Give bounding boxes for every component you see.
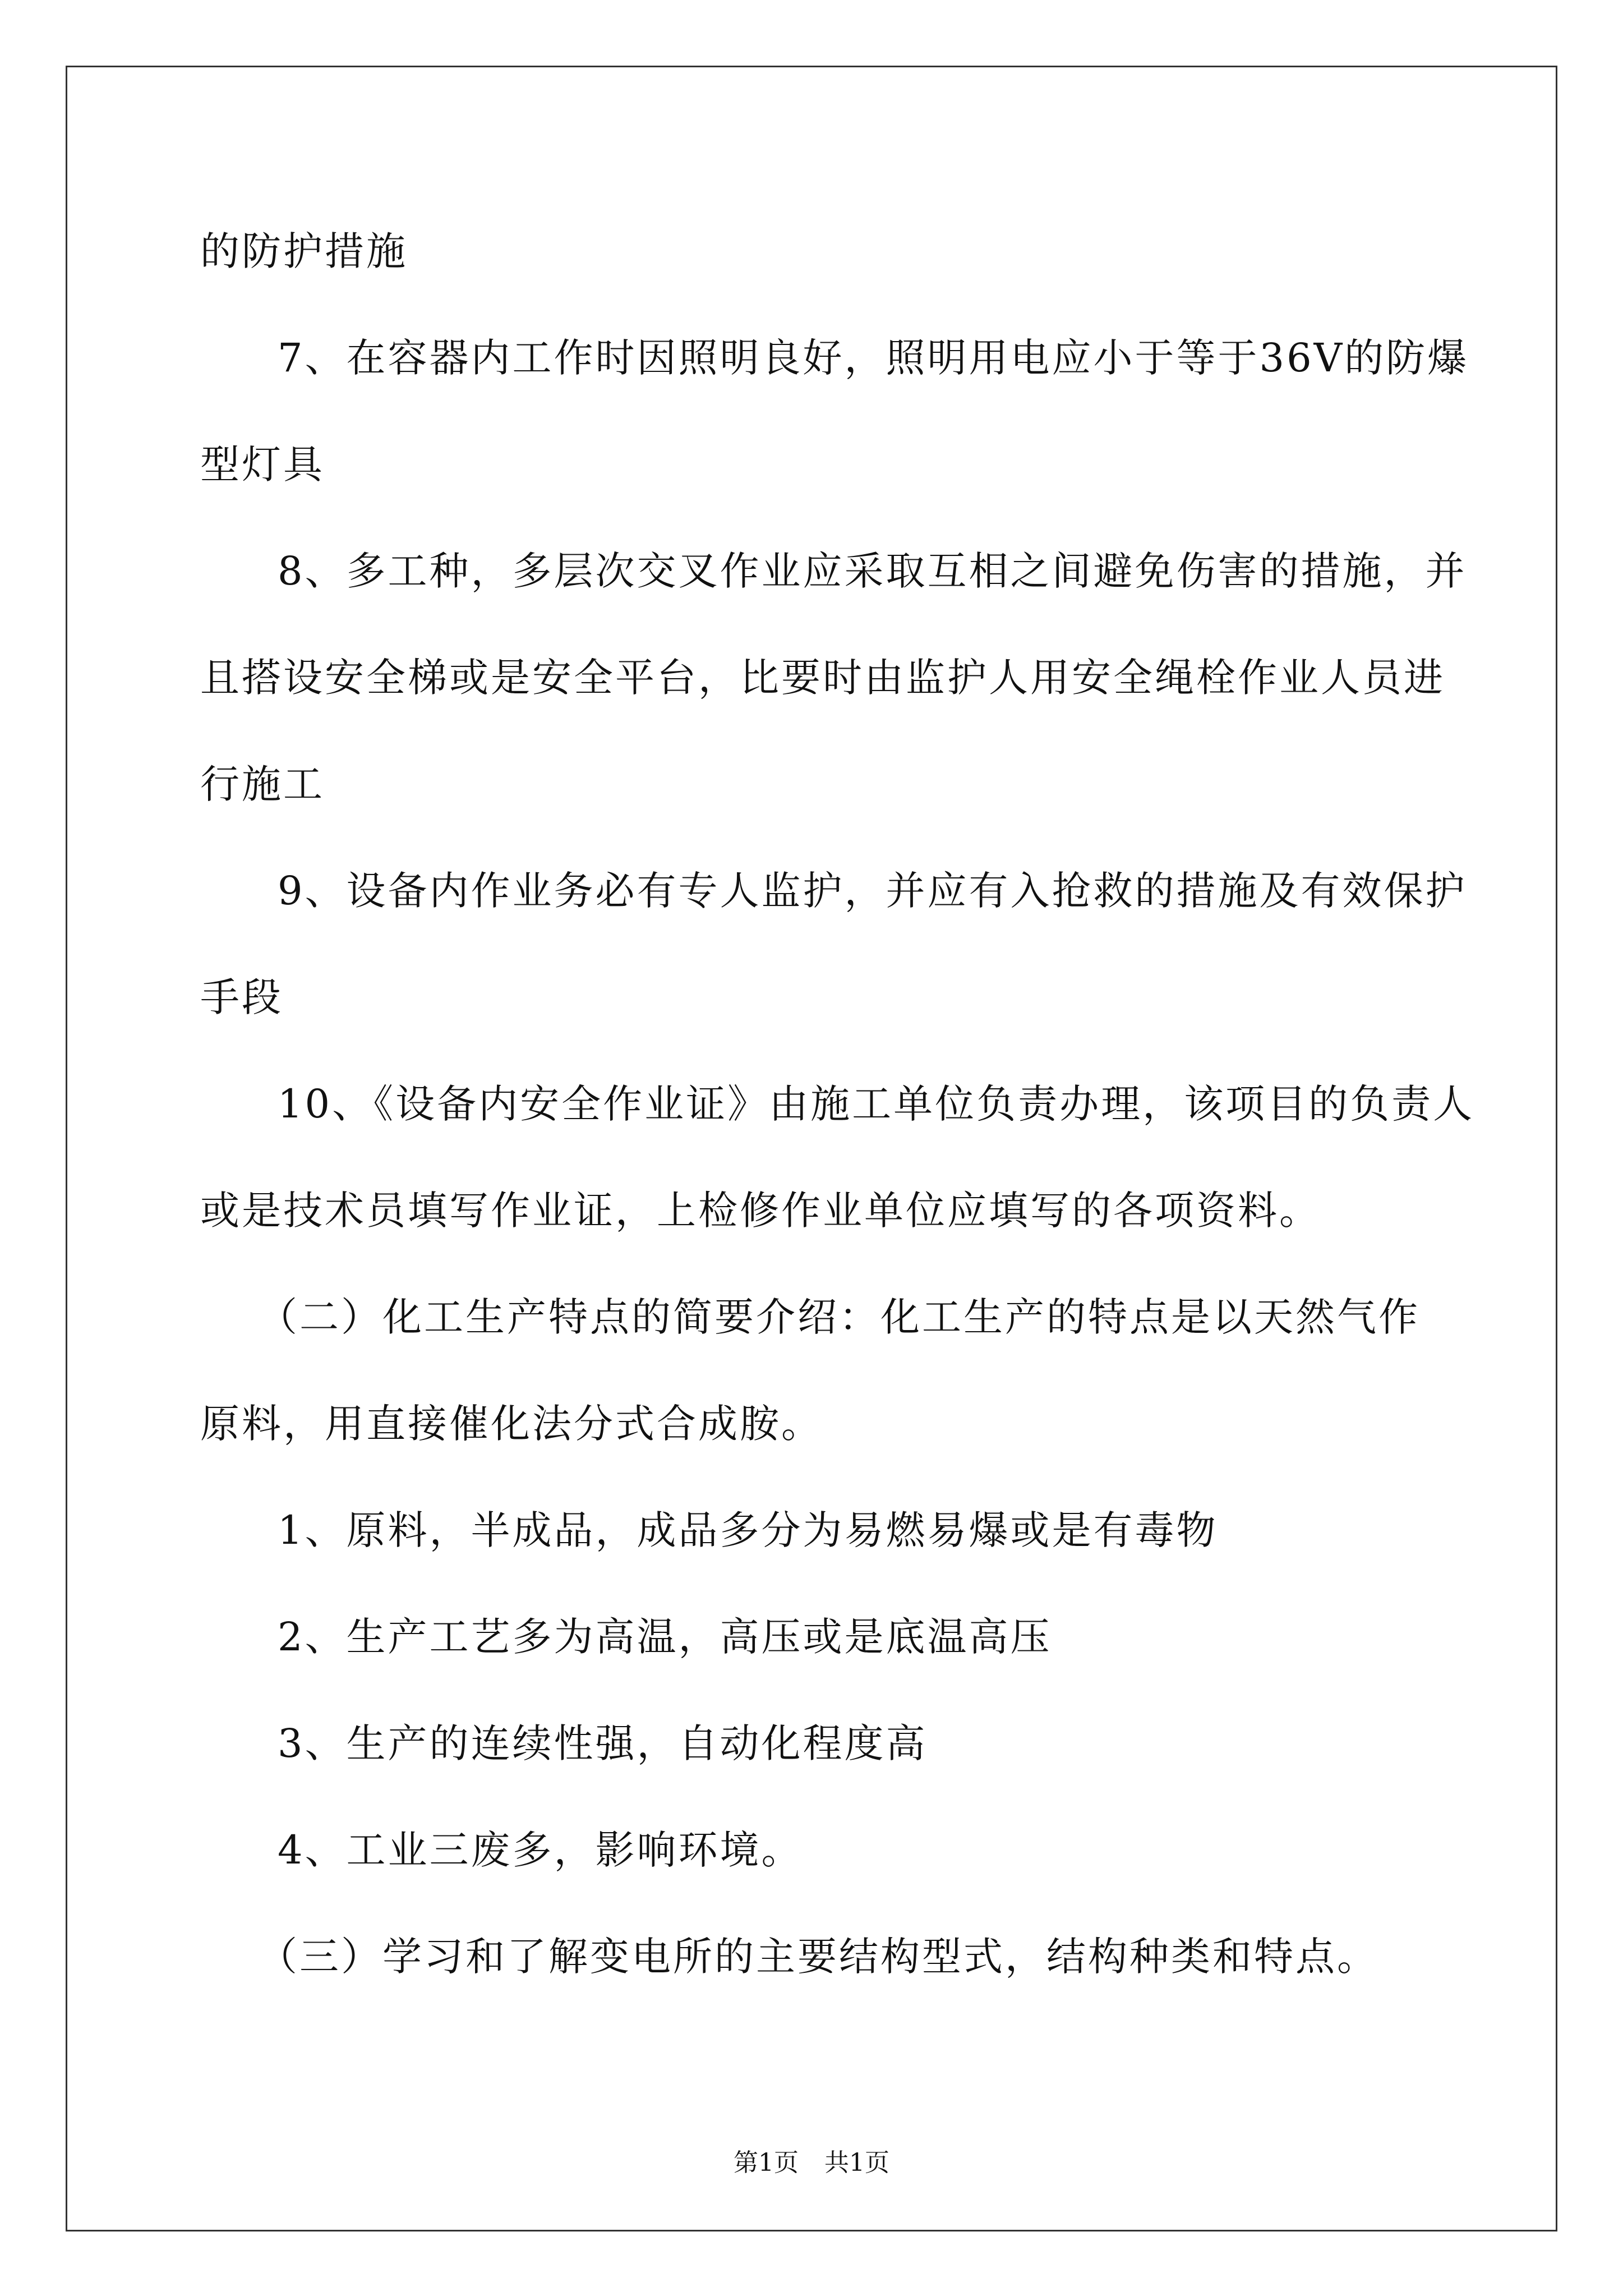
page-footer — [0, 2146, 1623, 2180]
text-line-5: 且搭设安全梯或是安全平台，比要时由监护人用安全绳栓作业人员进 — [200, 655, 1445, 701]
text-line-9: 10、《设备内安全作业证》由施工单位负责办理，该项目的负责人 — [278, 1081, 1475, 1127]
page-border — [66, 66, 1557, 2231]
text-line-16: 4、工业三废多，影响环境。 — [278, 1827, 803, 1873]
text-line-2: 7、在容器内工作时因照明良好，照明用电应小于等于36V的防爆 — [278, 335, 1469, 381]
text-line-14: 2、生产工艺多为高温，高压或是底温高压 — [278, 1614, 1052, 1660]
text-line-17: （三）学习和了解变电所的主要结构型式，结构种类和特点。 — [258, 1934, 1378, 1980]
text-line-4: 8、多工种，多层次交叉作业应采取互相之间避免伤害的措施，并 — [278, 548, 1467, 594]
text-line-13: 1、原料，半成品，成品多分为易燃易爆或是有毒物 — [278, 1507, 1218, 1553]
text-line-1: 的防护措施 — [200, 228, 408, 274]
text-line-8: 手段 — [200, 974, 283, 1020]
text-line-11: （二）化工生产特点的简要介绍：化工生产的特点是以天然气作 — [258, 1294, 1420, 1340]
page-number-total: 共1页 — [824, 2148, 889, 2177]
text-line-15: 3、生产的连续性强，自动化程度高 — [278, 1720, 928, 1766]
text-line-12: 原料，用直接催化法分式合成胺。 — [200, 1401, 823, 1447]
text-line-3: 型灯具 — [200, 441, 325, 487]
text-line-7: 9、设备内作业务必有专人监护，并应有入抢救的措施及有效保护 — [278, 868, 1467, 914]
text-line-6: 行施工 — [200, 761, 325, 807]
text-line-10: 或是技术员填写作业证，上检修作业单位应填写的各项资料。 — [200, 1188, 1321, 1234]
page-number-current: 第1页 — [734, 2148, 799, 2177]
